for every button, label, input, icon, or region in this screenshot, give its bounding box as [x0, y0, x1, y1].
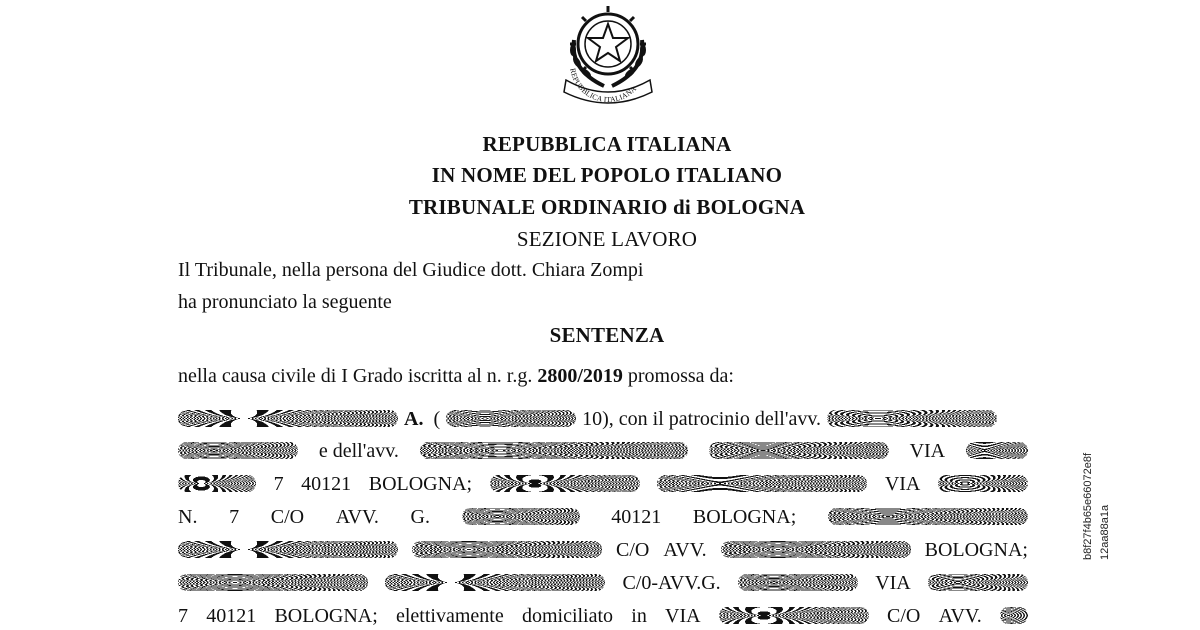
side-code-line-2: 12aa88a1a [1099, 504, 1111, 560]
text-fragment: BOLOGNA; [692, 505, 797, 528]
text-fragment: 7 [229, 505, 240, 528]
case-prefix: nella causa civile di I Grado iscritta al n. r.g. [178, 365, 533, 387]
text-fragment: 40121 [611, 505, 662, 528]
text-fragment: N. [178, 505, 198, 528]
redaction [178, 574, 368, 591]
redaction [966, 442, 1028, 459]
redaction [721, 541, 911, 558]
parties-line-2 [178, 438, 1028, 464]
redaction [178, 541, 398, 558]
pronounce-line: ha pronunciato la seguente [178, 291, 392, 313]
redaction [462, 508, 580, 525]
parties-line-4 [178, 504, 1028, 530]
text-fragment: A. [404, 407, 424, 430]
text-fragment: domiciliato [521, 604, 614, 627]
parties-line-1 [178, 406, 1028, 432]
redaction [1000, 607, 1028, 624]
redaction [938, 475, 1028, 492]
text-fragment: G. [410, 505, 430, 528]
sentence-title: SENTENZA [549, 323, 665, 347]
text-fragment: elettivamente [396, 604, 504, 627]
text-fragment: e dell'avv. [318, 439, 399, 462]
header-people: IN NOME DEL POPOLO ITALIANO [431, 163, 783, 187]
parties-line-5 [178, 537, 1028, 563]
text-fragment: VIA [884, 472, 921, 495]
redaction [490, 475, 640, 492]
text-fragment: BOLOGNA; [924, 538, 1028, 561]
text-fragment: ( [433, 407, 441, 430]
parties-line-7 [178, 603, 1028, 629]
redaction [719, 607, 869, 624]
redaction [928, 574, 1028, 591]
text-fragment: VIA [875, 571, 911, 594]
redaction [178, 475, 256, 492]
text-fragment: C/0-AVV.G. [622, 571, 721, 594]
parties-line-3 [178, 471, 1028, 497]
text-fragment: 40121 [301, 472, 352, 495]
text-fragment: C/O [616, 538, 650, 561]
text-fragment: AVV. [938, 604, 982, 627]
redaction [178, 442, 298, 459]
case-line [178, 365, 734, 388]
judge-line: Il Tribunale, nella persona del Giudice dott. Chiara Zompi [178, 259, 644, 281]
text-fragment: VIA [665, 604, 701, 627]
text-fragment: 10), con il patrocinio dell'avv. [582, 407, 822, 430]
side-code-line-1: b8f27f4b65e66072e8f [1082, 452, 1094, 560]
text-fragment: 7 [178, 604, 188, 627]
text-fragment: BOLOGNA; [368, 472, 473, 495]
redaction [420, 442, 688, 459]
redaction [738, 574, 858, 591]
redaction [828, 508, 1028, 525]
parties-line-6 [178, 570, 1028, 596]
redaction [385, 574, 605, 591]
redaction [709, 442, 889, 459]
text-fragment: VIA [909, 439, 946, 462]
redaction [657, 475, 867, 492]
text-fragment: C/O [270, 505, 305, 528]
text-fragment: in [631, 604, 647, 627]
side-document-code [1080, 453, 1114, 560]
emblem-ribbon-text: REPUBBLICA ITALIANA [568, 67, 639, 104]
redaction [178, 410, 398, 427]
case-suffix: promossa da: [627, 365, 734, 387]
italian-emblem-icon [556, 0, 660, 104]
redaction [412, 541, 602, 558]
text-fragment: C/O [887, 604, 921, 627]
redaction [827, 410, 997, 427]
header-court: TRIBUNALE ORDINARIO di BOLOGNA [408, 195, 806, 219]
text-fragment: 40121 [206, 604, 257, 627]
header-section: SEZIONE LAVORO [516, 227, 698, 251]
text-fragment: AVV. [335, 505, 379, 528]
text-fragment: BOLOGNA; [274, 604, 378, 627]
text-fragment: 7 [273, 472, 284, 495]
case-number: 2800/2019 [537, 365, 623, 387]
redaction [446, 410, 576, 427]
text-fragment: AVV. [663, 538, 707, 561]
header-republic: REPUBBLICA ITALIANA [482, 132, 732, 156]
